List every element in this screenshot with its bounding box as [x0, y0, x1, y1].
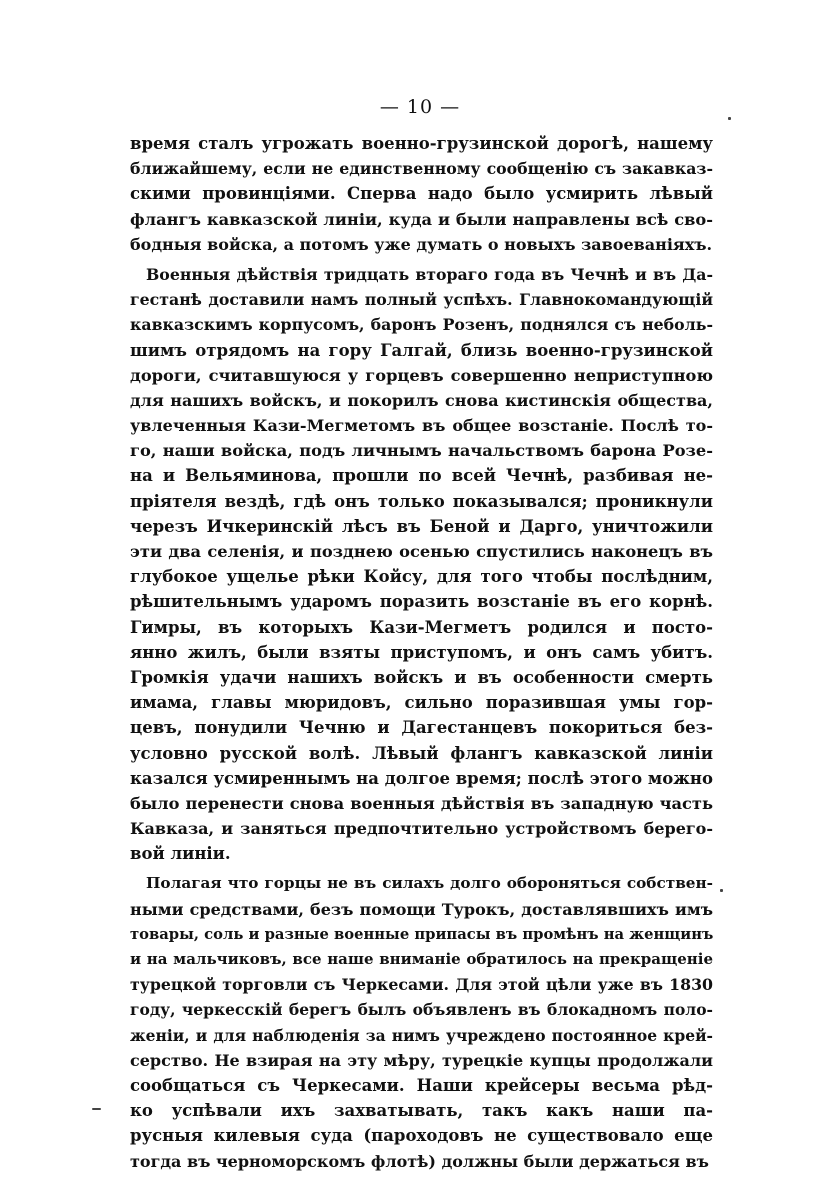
- text-line: женіи, и для наблюденія за нимъ учреждено постоянное крей-: [130, 1025, 713, 1045]
- print-speck: [92, 1108, 101, 1110]
- text-line: шимъ отрядомъ на гору Галгай, близь военно-грузинской: [130, 340, 713, 360]
- text-line: глубокое ущелье рѣки Койсу, для того чтобы послѣдним,: [130, 567, 713, 587]
- text-line: бодныя войска, а потомъ уже думать о новыхъ завоеваніяхъ.: [130, 234, 713, 254]
- text-line: дороги, считавшуюся у горцевъ совершенно неприступною: [130, 365, 713, 385]
- text-line: Полагая что горцы не въ силахъ долго обороняться собствен-: [146, 874, 713, 893]
- text-line: черезъ Ичкеринскій лѣсъ въ Беной и Дарго, уничтожили: [130, 516, 713, 536]
- text-line: время сталъ угрожать военно-грузинской дорогѣ, нашему: [130, 134, 713, 153]
- text-line: товары, соль и разные военные припасы въ промѣнъ на женщинъ: [130, 925, 713, 943]
- text-line: ко успѣвали ихъ захватывать, такъ какъ наши па-: [130, 1101, 713, 1121]
- text-line: рѣшительнымъ ударомъ поразить возстаніе въ его корнѣ.: [130, 592, 713, 612]
- text-line: кавказскимъ корпусомъ, баронъ Розенъ, поднялся съ неболь-: [130, 315, 713, 335]
- text-line: было перенести снова военныя дѣйствія въ западную часть: [130, 793, 713, 813]
- page-number: — 10 —: [379, 96, 461, 118]
- text-line: для нашихъ войскъ, и покорилъ снова кистинскія общества,: [130, 390, 713, 410]
- text-line: Кавказа, и заняться предпочтительно устройствомъ берего-: [130, 819, 713, 839]
- text-line: условно русской волѣ. Лѣвый флангъ кавказской линіи: [130, 743, 713, 763]
- text-line: увлеченныя Кази-Мегметомъ въ общее возстаніе. Послѣ то-: [130, 416, 713, 436]
- text-line: скими провинціями. Сперва надо было усмирить лѣвый: [130, 184, 713, 204]
- text-line: серство. Не взирая на эту мѣру, турецкіе купцы продолжали: [130, 1050, 713, 1070]
- text-line: пріятеля вездѣ, гдѣ онъ только показывался; проникнули: [130, 491, 713, 511]
- text-line: Громкія удачи нашихъ войскъ и въ особенности смерть: [130, 667, 713, 687]
- text-line: ными средствами, безъ помощи Турокъ, доставлявшихъ имъ: [130, 899, 713, 919]
- text-line: имама, главы мюридовъ, сильно поразившая умы гор-: [130, 693, 713, 713]
- text-line: тогда въ черноморскомъ флотѣ) должны были держаться въ: [130, 1151, 709, 1171]
- text-line: вой линіи.: [130, 844, 231, 864]
- page-text: [130, 131, 713, 1179]
- text-line: турецкой торговли съ Черкесами. Для этой цѣли уже въ 1830: [130, 975, 713, 995]
- text-line: го, наши войска, подъ личнымъ начальствомъ барона Розе-: [130, 441, 713, 461]
- paragraph: [130, 262, 713, 867]
- paragraph: [130, 131, 713, 257]
- text-line: и на мальчиковъ, все наше вниманіе обратилось на прекращеніе: [130, 950, 713, 968]
- text-line: Военныя дѣйствія тридцать втораго года въ Чечнѣ и въ Да-: [146, 264, 713, 284]
- text-line: ближайшему, если не единственному сообщенію съ закавказ-: [130, 159, 713, 179]
- text-line: сообщаться съ Черкесами. Наши крейсеры весьма рѣд-: [130, 1075, 713, 1095]
- text-line: на и Вельяминова, прошли по всей Чечнѣ, разбивая не-: [130, 466, 713, 486]
- text-line: казался усмиреннымъ на долгое время; послѣ этого можно: [130, 768, 713, 788]
- text-line: цевъ, понудили Чечню и Дагестанцевъ покориться без-: [130, 718, 713, 738]
- text-line: году, черкесскій берегъ былъ объявленъ въ блокадномъ поло-: [130, 1000, 713, 1020]
- text-line: янно жилъ, были взяты приступомъ, и онъ самъ убитъ.: [130, 642, 713, 662]
- text-line: эти два селенія, и позднею осенью спустились наконецъ въ: [130, 542, 713, 561]
- print-speck: [728, 117, 731, 120]
- print-speck: [720, 889, 723, 892]
- text-line: Гимры, въ которыхъ Кази-Мегметъ родился и посто-: [130, 617, 713, 637]
- paragraph: [130, 871, 713, 1173]
- text-line: флангъ кавказской линіи, куда и были направлены всѣ сво-: [130, 209, 713, 229]
- text-line: русныя килевыя суда (пароходовъ не существовало еще: [130, 1126, 713, 1146]
- text-line: гестанѣ доставили намъ полный успѣхъ. Главнокомандующій: [130, 290, 713, 310]
